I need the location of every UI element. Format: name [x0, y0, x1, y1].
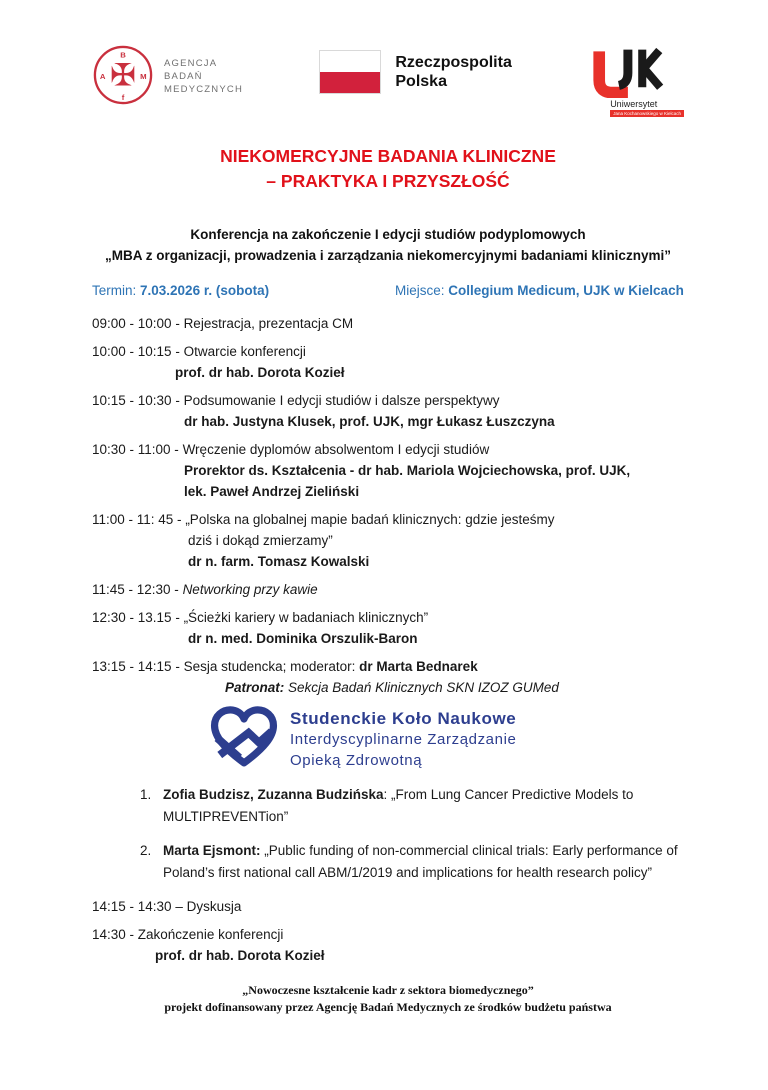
svg-text:f: f — [121, 93, 125, 103]
poland-flag-icon — [319, 50, 381, 94]
schedule-line — [92, 390, 684, 411]
schedule-line — [92, 896, 684, 917]
footer-line2: projekt dofinansowany przez Agencję Badań Medycznych ze środków budżetu państwa — [164, 1000, 612, 1014]
text-segment: lek. Paweł Andrzej Zieliński — [184, 484, 360, 499]
skn-name-line1: Studenckie Koło Naukowe — [290, 709, 517, 728]
text-segment: Prorektor ds. Kształcenia - dr hab. Mariola Wojciechowska, prof. UJK, — [184, 463, 631, 478]
schedule-line — [92, 656, 684, 677]
text-segment: Zofia Budzisz, Zuzanna Budzińska — [163, 787, 384, 802]
text-segment: : „From Lung Cancer Predictive Models to MULTIPREVENTion” — [163, 787, 634, 824]
miejsce-value: Collegium Medicum, UJK w Kielcach — [448, 283, 684, 298]
text-segment: dr hab. Justyna Klusek, prof. UJK, mgr Łukasz Łuszczyna — [184, 414, 555, 429]
schedule-continuation-line — [92, 945, 684, 966]
schedule-continuation-line — [92, 530, 684, 551]
abm-caption: AGENCJA BADAŃ MEDYCZNYCH — [164, 58, 244, 95]
schedule-line — [92, 924, 684, 945]
conference-subtitle — [92, 224, 684, 266]
text-segment: prof. dr hab. Dorota Kozieł — [175, 365, 345, 380]
svg-text:A: A — [99, 71, 106, 81]
subtitle-line2: „MBA z organizacji, prowadzenia i zarządzania niekomercyjnymi badaniami klinicznymi” — [105, 248, 671, 263]
schedule-continuation-line — [92, 677, 684, 698]
text-segment: „Polska na globalnej mapie badań klinicznych: gdzie jesteśmy — [185, 512, 555, 527]
schedule-time: 14:15 - 14:30 – — [92, 899, 187, 914]
abm-logo — [92, 44, 243, 109]
schedule-time: 12:30 - 13.15 - — [92, 610, 184, 625]
schedule-item — [92, 341, 684, 383]
termin-value: 7.03.2026 r. (sobota) — [140, 283, 270, 298]
text-segment: Podsumowanie I edycji studiów i dalsze perspektywy — [183, 393, 500, 408]
schedule-line — [92, 579, 684, 600]
schedule-continuation-line — [92, 481, 684, 502]
schedule-time: 10:00 - 10:15 - — [92, 344, 184, 359]
text-segment: Marta Ejsmont: — [163, 843, 261, 858]
ujk-logo — [588, 46, 684, 117]
skn-logo-text — [290, 708, 516, 771]
talk-title — [163, 840, 680, 884]
schedule-line — [92, 439, 684, 460]
text-segment: Rejestracja, prezentacja CM — [183, 316, 354, 331]
header-logos — [92, 44, 684, 118]
schedule-line — [92, 313, 684, 334]
schedule-item — [92, 313, 684, 334]
text-segment: Otwarcie konferencji — [183, 344, 306, 359]
svg-text:✠: ✠ — [110, 57, 136, 94]
schedule-list-end — [92, 896, 684, 966]
schedule-continuation-line — [92, 460, 684, 481]
skn-heart-icon — [208, 705, 280, 774]
text-segment: Dyskusja — [186, 899, 242, 914]
schedule-time: 10:30 - 11:00 - — [92, 442, 183, 457]
skn-izoz-logo — [208, 705, 684, 774]
schedule-time: 11:45 - 12:30 - — [92, 582, 183, 597]
schedule-line — [92, 341, 684, 362]
schedule-item — [92, 509, 684, 572]
text-segment: dr Marta Bednarek — [359, 659, 478, 674]
talk-title — [163, 784, 680, 828]
schedule-item — [92, 656, 684, 698]
text-segment: Sesja studencka; moderator: — [183, 659, 360, 674]
footer-line1: „Nowoczesne kształcenie kadr z sektora biomedycznego” — [242, 983, 534, 997]
schedule-line — [92, 607, 684, 628]
miejsce: Miejsce: Collegium Medicum, UJK w Kielcach — [395, 283, 684, 298]
schedule-line — [92, 509, 684, 530]
skn-name-line3: Opieką Zdrowotną — [290, 752, 423, 769]
page-title-line2: – PRAKTYKA I PRZYSZŁOŚĆ — [266, 171, 510, 191]
schedule-continuation-line — [92, 628, 684, 649]
footer — [92, 982, 684, 1016]
schedule-time: 10:15 - 10:30 - — [92, 393, 184, 408]
abm-cross-icon — [92, 44, 154, 109]
ujk-monogram-icon — [588, 46, 666, 101]
text-segment: dr n. farm. Tomasz Kowalski — [188, 554, 370, 569]
schedule-continuation-line — [92, 411, 684, 432]
text-segment: dziś i dokąd zmierzamy” — [188, 533, 333, 548]
poland-logo-text: Rzeczpospolita Polska — [395, 54, 512, 90]
termin: Termin: 7.03.2026 r. (sobota) — [92, 283, 270, 298]
schedule-item — [92, 924, 684, 966]
talk-number: 1. — [140, 787, 152, 802]
schedule-item — [92, 579, 684, 600]
schedule-time: 13:15 - 14:15 - — [92, 659, 184, 674]
text-segment: dr n. med. Dominika Orszulik-Baron — [188, 631, 418, 646]
schedule-time: 14:30 - — [92, 927, 138, 942]
text-segment: Zakończenie konferencji — [137, 927, 284, 942]
text-segment: „Public funding of non-commercial clinical trials: Early performance of Poland’s first national call ABM/1/2019 and implications for health research policy” — [163, 843, 678, 880]
text-segment: prof. dr hab. Dorota Kozieł — [155, 948, 325, 963]
ujk-caption: Uniwersytet — [610, 99, 658, 109]
schedule-item — [92, 607, 684, 649]
schedule-item — [92, 896, 684, 917]
skn-name-line2: Interdyscyplinarne Zarządzanie — [290, 731, 517, 748]
poland-logo — [319, 50, 511, 94]
text-segment: Wręczenie dyplomów absolwentom I edycji studiów — [182, 442, 490, 457]
text-segment: Networking przy kawie — [182, 582, 318, 597]
schedule-item — [92, 439, 684, 502]
talk-number: 2. — [140, 843, 152, 858]
schedule-time: 09:00 - 10:00 - — [92, 316, 184, 331]
text-segment: Sekcja Badań Klinicznych SKN IZOZ GUMed — [284, 680, 559, 695]
student-talk — [140, 784, 680, 828]
schedule-item — [92, 390, 684, 432]
svg-text:M: M — [140, 71, 147, 81]
text-segment: „Ścieżki kariery w badaniach klinicznych” — [183, 610, 429, 625]
schedule-continuation-line — [92, 551, 684, 572]
schedule-continuation-line — [92, 362, 684, 383]
date-place-row — [92, 280, 684, 301]
page-title — [92, 144, 684, 194]
student-talk — [140, 840, 680, 884]
student-talks-list — [140, 784, 684, 884]
page-title-line1: NIEKOMERCYJNE BADANIA KLINICZNE — [220, 146, 556, 166]
schedule-list — [92, 313, 684, 698]
svg-text:B: B — [120, 50, 126, 60]
text-segment: Patronat: — [225, 680, 285, 695]
subtitle-line1: Konferencja na zakończenie I edycji studiów podyplomowych — [190, 227, 586, 242]
ujk-subcaption: Jana Kochanowskiego w Kielcach — [610, 110, 684, 117]
schedule-time: 11:00 - 11: 45 - — [92, 512, 186, 527]
